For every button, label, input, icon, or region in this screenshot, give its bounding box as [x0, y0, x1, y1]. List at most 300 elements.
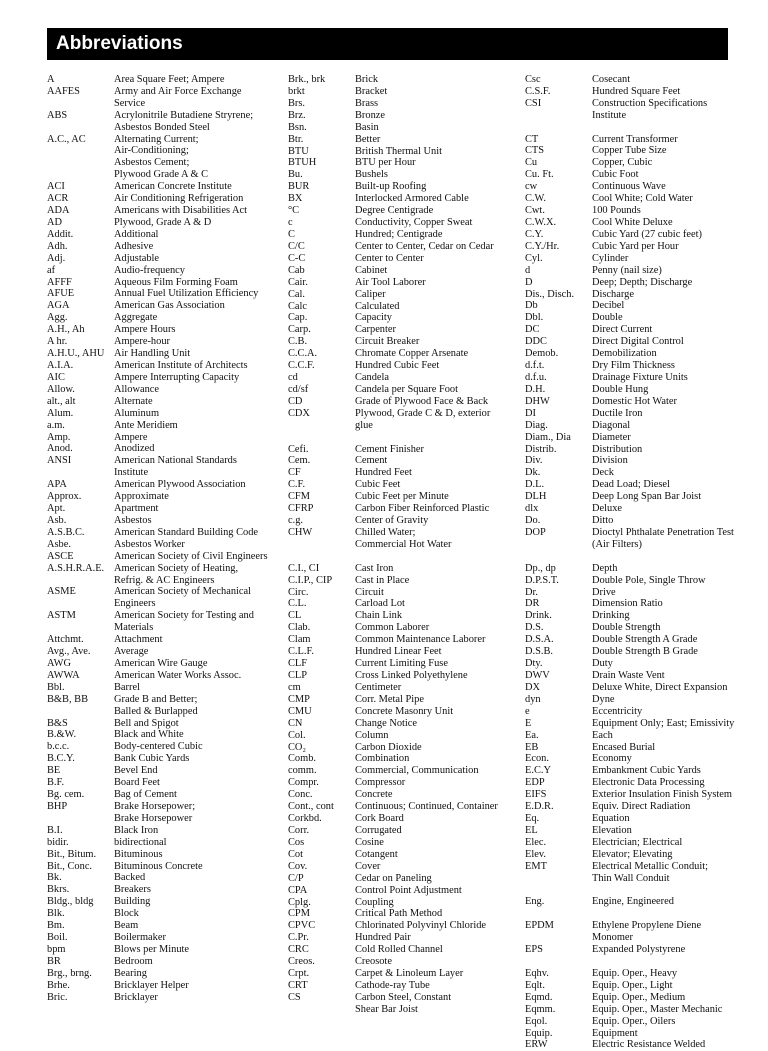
definition-line: Center to Center [355, 252, 424, 264]
abbreviation-definition [114, 586, 268, 610]
abbreviation-term: E.D.R. [525, 801, 554, 813]
definition-line [355, 432, 498, 444]
definition-line: Concrete Masonry Unit [355, 705, 454, 717]
abbreviation-entry [525, 384, 734, 396]
abbreviation-term: Cefi. [288, 443, 309, 455]
abbreviation-entry [525, 336, 734, 348]
definition-line: Dimension Ratio [592, 598, 663, 610]
abbreviation-term: B&B, BB [47, 693, 88, 705]
definition-line: Economy [592, 753, 632, 765]
definition-line: Ante Meridiem [114, 419, 178, 431]
abbreviation-definition [592, 515, 734, 527]
abbreviation-definition [592, 324, 734, 336]
definition-line: Plywood Grade A & C [114, 169, 209, 181]
abbreviation-entry [47, 360, 268, 372]
abbreviation-entry [525, 598, 734, 610]
abbreviation-entry [525, 98, 734, 122]
abbreviation-definition [592, 491, 734, 503]
abbreviation-definition [355, 932, 498, 944]
definition-line: Adjustable [114, 252, 160, 264]
abbreviation-term: C.I.P., CIP [288, 574, 333, 586]
abbreviation-definition [592, 777, 734, 789]
abbreviation-definition [592, 694, 734, 706]
abbreviation-entry [47, 956, 268, 968]
abbreviation-entry [288, 515, 498, 527]
abbreviation-definition [114, 360, 268, 372]
abbreviation-entry [47, 134, 268, 182]
abbreviation-definition [114, 193, 268, 205]
definition-line: Common Maintenance Laborer [355, 634, 486, 646]
abbreviation-entry [288, 157, 498, 169]
definition-line: American Society of Heating, [114, 562, 239, 574]
abbreviation-definition [114, 372, 268, 384]
definition-line: Common Laborer [355, 622, 430, 634]
abbreviation-term: Eqlt. [525, 979, 545, 991]
abbreviation-entry [288, 265, 498, 277]
abbreviation-term: Bg. cem. [47, 789, 85, 801]
abbreviation-term: AAFES [47, 85, 80, 97]
definition-line: Circuit [355, 586, 384, 598]
abbreviation-definition [114, 217, 268, 229]
abbreviation-entry [288, 730, 498, 742]
definition-line: Each [592, 729, 613, 741]
definition-line: Ductile Iron [592, 407, 643, 419]
abbreviation-definition [355, 682, 498, 694]
abbreviation-term: Blk. [47, 908, 65, 920]
definition-line: Equip. Oper., Oilers [592, 1015, 676, 1027]
definition-line: American Standard Building Code [114, 526, 258, 538]
abbreviation-entry [288, 646, 498, 658]
abbreviation-term: Cot [288, 848, 304, 860]
abbreviation-definition [355, 801, 498, 813]
abbreviation-entry [525, 253, 734, 265]
definition-line: Hundred; Centigrade [355, 228, 443, 240]
abbreviation-definition [592, 765, 734, 777]
definition-line: BTU per Hour [355, 157, 416, 169]
abbreviation-term: Brs. [288, 97, 306, 109]
definition-line: Double Strength B Grade [592, 646, 698, 658]
definition-line: Creosote [355, 956, 392, 968]
abbreviation-term: d.f.u. [525, 372, 547, 383]
definition-line: Acrylonitrile Butadiene Stryrene; [114, 109, 254, 121]
abbreviation-term: ASME [47, 586, 76, 598]
definition-line: Bearing [114, 967, 147, 979]
definition-line: Equipment [592, 1027, 638, 1039]
abbreviation-term: D.H. [525, 383, 546, 395]
abbreviation-term: DDC [525, 336, 547, 348]
abbreviation-entry [47, 682, 268, 694]
abbreviation-term: BTU [288, 145, 309, 157]
definition-line: Discharge [592, 288, 634, 300]
definition-line: Candela [355, 372, 390, 384]
abbreviation-definition [114, 300, 268, 312]
abbreviation-definition [592, 253, 734, 265]
definition-line: Copper Tube Size [592, 145, 667, 157]
abbreviation-term: CLP [288, 670, 308, 681]
abbreviation-definition [114, 229, 268, 241]
abbreviation-entry [288, 873, 498, 885]
definition-line: Barrel [114, 681, 140, 693]
abbreviation-entry [288, 348, 498, 360]
definition-line: Cubic Yard (27 cubic feet) [592, 228, 702, 240]
abbreviation-definition [355, 503, 498, 515]
abbreviation-entry [525, 503, 734, 515]
abbreviation-definition [355, 217, 498, 229]
abbreviation-term: Elec. [525, 836, 547, 848]
definition-line: Ampere Interrupting Capacity [114, 371, 240, 383]
abbreviation-term: A.S.H.R.A.E. [47, 562, 105, 574]
definition-line: Direct Digital Control [592, 336, 684, 348]
abbreviation-definition [355, 920, 498, 932]
definition-line: Chilled Water; [355, 526, 416, 538]
abbreviation-definition [592, 742, 734, 754]
abbreviation-definition [355, 598, 498, 610]
abbreviation-definition [592, 360, 734, 372]
abbreviation-definition [114, 884, 268, 896]
abbreviation-entry [47, 241, 268, 253]
abbreviation-definition [592, 467, 734, 479]
definition-line: Equation [592, 813, 630, 825]
abbreviation-entry [525, 742, 734, 754]
abbreviation-entry [525, 765, 734, 777]
abbreviation-term: DR [525, 598, 540, 610]
abbreviation-term: CSI [525, 97, 542, 109]
abbreviation-entry [47, 777, 268, 789]
definition-line: Cover [355, 860, 381, 872]
abbreviation-entry [525, 86, 734, 98]
definition-line: American Water Works Assoc. [114, 669, 242, 681]
abbreviation-term: Cem. [288, 455, 311, 467]
abbreviation-term: Dis., Disch. [525, 288, 575, 300]
definition-line: Decibel [592, 300, 625, 312]
abbreviation-definition [114, 253, 268, 265]
abbreviation-term: Bkrs. [47, 884, 70, 896]
abbreviation-definition [355, 718, 498, 730]
abbreviation-entry [288, 491, 498, 503]
abbreviation-term: Approx. [47, 491, 82, 503]
definition-line: Building [114, 896, 151, 908]
abbreviation-term: BR [47, 955, 61, 967]
abbreviation-entry [288, 301, 498, 313]
definition-line: Bricklayer Helper [114, 979, 189, 991]
abbreviation-term: EL [525, 824, 538, 836]
blank-line [525, 885, 734, 897]
abbreviation-entry [47, 300, 268, 312]
abbreviation-definition [114, 241, 268, 253]
definition-line: Cool White; Cold Water [592, 193, 693, 205]
abbreviation-definition [592, 718, 734, 730]
definition-line: Distribution [592, 443, 643, 455]
abbreviation-entry [47, 348, 268, 360]
abbreviation-term: BX [288, 193, 303, 205]
abbreviation-definition [355, 360, 498, 372]
abbreviation-definition [114, 324, 268, 336]
abbreviation-term: cd [288, 372, 298, 384]
definition-line: Cosine [355, 836, 384, 848]
abbreviation-term: cw [525, 181, 538, 193]
abbreviation-entry [47, 527, 268, 539]
abbreviation-term: CFRP [288, 503, 314, 515]
definition-line: Encased Burial [592, 741, 656, 753]
definition-line: Grade of Plywood Face & Back [355, 395, 489, 407]
definition-line: Engineers [114, 598, 156, 610]
abbreviation-definition [114, 110, 268, 134]
abbreviation-entry [525, 396, 734, 408]
abbreviation-term: Eqmm. [525, 1003, 556, 1015]
definition-line: Equip. Oper., Light [592, 979, 673, 991]
abbreviation-term: bpm [47, 943, 66, 955]
abbreviation-definition [114, 932, 268, 944]
abbreviation-term: CDX [288, 407, 310, 419]
definition-line: Elevation [592, 824, 632, 836]
abbreviation-term: Addit. [47, 228, 74, 240]
abbreviation-definition [592, 658, 734, 670]
abbreviation-entry [525, 610, 734, 622]
abbreviation-term: CMU [288, 705, 312, 717]
definition-line: Drive [592, 586, 616, 598]
definition-line: Carpenter [355, 324, 396, 336]
abbreviation-entry [288, 432, 498, 444]
abbreviation-entry [288, 98, 498, 110]
abbreviation-definition [355, 134, 498, 146]
definition-line: Cool White Deluxe [592, 217, 673, 229]
definition-line: Asbestos [114, 514, 152, 526]
abbreviation-definition [114, 443, 268, 455]
abbreviation-definition [114, 658, 268, 670]
definition-line: Basin [355, 121, 379, 133]
definition-line: Bituminous [114, 848, 163, 860]
abbreviation-entry [288, 706, 498, 718]
abbreviation-term: °C [288, 205, 300, 217]
abbreviation-term: Asbe. [47, 538, 71, 550]
abbreviation-term: CRC [288, 944, 309, 956]
abbreviation-definition [114, 205, 268, 217]
abbreviation-entry [47, 503, 268, 515]
abbreviation-definition [592, 336, 734, 348]
definition-line: Bedroom [114, 955, 153, 967]
abbreviation-entry [47, 908, 268, 920]
definition-line: Double Pole, Single Throw [592, 574, 706, 586]
abbreviation-entry [525, 849, 734, 861]
abbreviation-definition [114, 503, 268, 515]
abbreviation-term: CTS [525, 145, 545, 157]
abbreviation-term: A.C., AC [47, 133, 86, 145]
abbreviation-entry [525, 706, 734, 718]
abbreviation-entry [288, 610, 498, 622]
abbreviation-definition [355, 956, 498, 968]
definition-line: Conductivity, Copper Sweat [355, 217, 473, 229]
abbreviation-definition [114, 336, 268, 348]
abbreviation-entry [288, 980, 498, 992]
abbreviation-definition [592, 229, 734, 241]
abbreviation-entry [525, 801, 734, 813]
abbreviation-entry [525, 491, 734, 503]
abbreviation-entry [525, 467, 734, 479]
abbreviation-definition [592, 420, 734, 432]
abbreviation-definition [592, 992, 734, 1004]
abbreviation-entry [47, 741, 268, 753]
abbreviation-term: BUR [288, 181, 310, 193]
abbreviation-term: DHW [525, 395, 550, 407]
definition-line: Average [114, 646, 149, 657]
definition-line: Diameter [592, 431, 631, 443]
definition-line: Shear Bar Joist [355, 1003, 418, 1015]
abbreviation-term: Carp. [288, 324, 311, 336]
definition-line: Center to Center, Cedar on Cedar [355, 240, 494, 252]
abbreviation-entry [47, 181, 268, 193]
abbreviation-definition [592, 181, 734, 193]
abbreviation-term: Alum. [47, 407, 74, 419]
definition-line: Asbestos Cement; [114, 157, 190, 169]
abbreviation-term: Anod. [47, 443, 73, 455]
abbreviation-entry [525, 634, 734, 646]
abbreviation-term: Elev. [525, 848, 546, 860]
abbreviation-term: Ea. [525, 729, 539, 741]
abbreviation-entry [288, 634, 498, 646]
abbreviation-term: EB [525, 741, 539, 753]
abbreviation-term: C.C.F. [288, 360, 315, 372]
abbreviation-entry [525, 444, 734, 456]
abbreviation-definition [355, 301, 498, 313]
abbreviation-definition [355, 157, 498, 169]
blank-line [525, 908, 734, 920]
abbreviation-term: Cab [288, 264, 305, 276]
definition-line: Elevator; Elevating [592, 848, 673, 860]
abbreviation-definition [114, 432, 268, 444]
abbreviation-term: D.P.S.T. [525, 574, 559, 586]
abbreviation-term: A hr. [47, 336, 68, 348]
abbreviation-entry [47, 205, 268, 217]
abbreviation-definition [592, 241, 734, 253]
abbreviation-definition [355, 706, 498, 718]
abbreviation-term: DI [525, 407, 536, 419]
abbreviation-entry [47, 837, 268, 849]
abbreviation-definition [355, 193, 498, 205]
abbreviation-term: BTUH [288, 157, 317, 169]
abbreviation-term: C.S.F. [525, 85, 551, 97]
abbreviation-entry [47, 801, 268, 825]
abbreviation-term: AIC [47, 371, 65, 383]
abbreviation-term: comm. [288, 765, 317, 777]
definition-line: Candela per Square Foot [355, 383, 459, 395]
abbreviation-entry [288, 74, 498, 86]
abbreviation-column-2 [288, 74, 498, 1016]
abbreviation-term: C.W.X. [525, 217, 557, 229]
abbreviation-term: AD [47, 216, 63, 228]
abbreviation-definition [114, 86, 268, 110]
blank-line [525, 551, 734, 563]
blank-line [525, 956, 734, 968]
definition-line: Hundred Cubic Feet [355, 360, 440, 372]
abbreviation-definition [592, 587, 734, 599]
abbreviation-term: Drink. [525, 610, 552, 622]
definition-line: Ditto [592, 515, 614, 527]
abbreviation-entry [288, 503, 498, 515]
abbreviation-entry [525, 837, 734, 849]
definition-line: Bituminous Concrete [114, 860, 203, 872]
definition-line: Electrical Metallic Conduit; [592, 860, 708, 872]
abbreviation-entry [288, 229, 498, 241]
page-title-banner [47, 28, 728, 60]
definition-line: Circuit Breaker [355, 336, 420, 348]
abbreviation-term: Amp. [47, 431, 71, 443]
abbreviation-definition [114, 563, 268, 587]
abbreviation-definition [355, 479, 498, 491]
definition-line: Direct Current [592, 324, 653, 336]
definition-line: Alternating Current; [114, 133, 199, 145]
abbreviation-definition [592, 396, 734, 408]
abbreviation-term: Bit., Bitum. [47, 848, 97, 860]
abbreviation-definition [114, 825, 268, 837]
abbreviation-definition [114, 384, 268, 396]
abbreviation-definition [592, 527, 734, 551]
abbreviation-definition [592, 682, 734, 694]
abbreviation-definition [114, 777, 268, 789]
abbreviation-definition [592, 455, 734, 467]
abbreviation-term: Clam [288, 634, 311, 646]
abbreviation-definition [592, 372, 734, 384]
abbreviation-term: C.F. [288, 479, 306, 491]
abbreviation-definition [592, 432, 734, 444]
abbreviation-entry [288, 801, 498, 813]
definition-line: Continuous; Continued, Container [355, 801, 498, 813]
abbreviation-entry [525, 646, 734, 658]
abbreviation-definition [114, 288, 268, 300]
abbreviation-term: Corr. [288, 824, 310, 836]
abbreviation-term: Cair. [288, 276, 308, 288]
abbreviation-definition [592, 575, 734, 587]
abbreviation-term: BE [47, 765, 61, 777]
abbreviation-definition [355, 575, 498, 587]
definition-line: Hundred Square Feet [592, 85, 681, 97]
definition-line: Anodized [114, 443, 155, 455]
abbreviation-definition [355, 277, 498, 289]
abbreviation-definition [114, 872, 268, 884]
abbreviation-definition [355, 634, 498, 646]
definition-line: bidirectional [114, 836, 167, 848]
abbreviation-term: ACR [47, 193, 69, 205]
definition-line: Board Feet [114, 777, 160, 789]
abbreviation-term: C.C.A. [288, 348, 318, 360]
abbreviation-term: Bk. [47, 872, 62, 884]
abbreviation-term: Bit., Conc. [47, 860, 93, 872]
abbreviation-term: C.B. [288, 336, 308, 348]
abbreviation-entry [47, 765, 268, 777]
definition-line: Dry Film Thickness [592, 360, 675, 372]
definition-line: Carbon Fiber Reinforced Plastic [355, 503, 490, 515]
abbreviation-definition [592, 861, 734, 885]
abbreviation-definition [355, 110, 498, 122]
abbreviation-entry [288, 253, 498, 265]
definition-line: Bevel End [114, 765, 158, 777]
abbreviation-entry [47, 718, 268, 730]
definition-line: Equipment Only; East; Emissivity [592, 717, 735, 729]
abbreviation-definition [355, 777, 498, 789]
abbreviation-definition [355, 253, 498, 265]
abbreviation-entry [47, 384, 268, 396]
abbreviation-term: dyn [525, 693, 541, 705]
abbreviation-definition [592, 157, 734, 169]
definition-line: Bank Cubic Yards [114, 753, 190, 765]
definition-line: Built-up Roofing [355, 181, 427, 193]
abbreviation-definition [355, 98, 498, 110]
blank-line [525, 122, 734, 134]
abbreviation-entry [47, 420, 268, 432]
abbreviation-entry [525, 587, 734, 599]
abbreviation-definition [592, 86, 734, 98]
definition-line: Equiv. Direct Radiation [592, 801, 691, 813]
abbreviation-entry [525, 980, 734, 992]
